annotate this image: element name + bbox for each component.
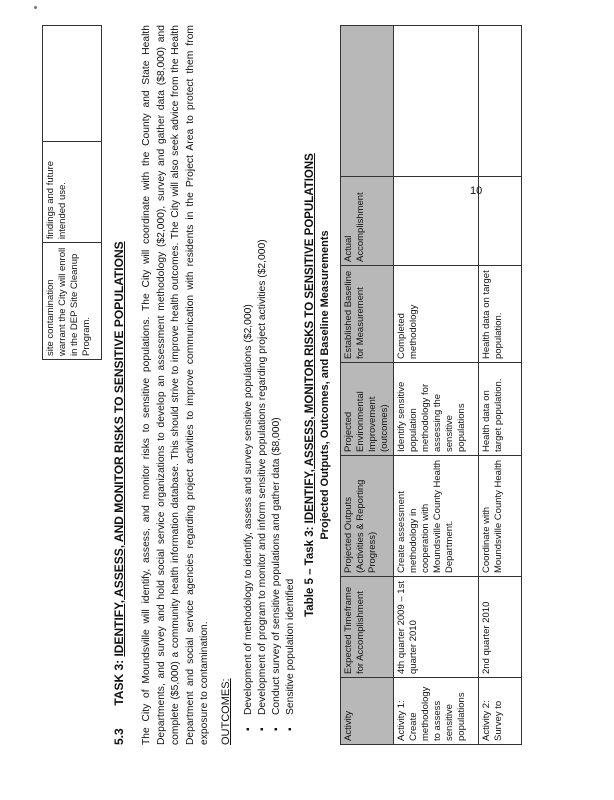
table-cell: 2nd quarter 2010 — [479, 577, 522, 678]
table-row — [394, 26, 479, 745]
table-cell: Activity 2: Survey to — [479, 678, 522, 745]
outcomes-heading: OUTCOMES: — [220, 678, 232, 745]
outcomes-list — [242, 239, 298, 731]
table-cell: Create assessment methodology in cooperation with Moundsville County Health Department. — [394, 456, 479, 577]
table-header: Actual Accomplishment — [341, 177, 394, 266]
table-header: Activity — [341, 678, 394, 745]
section-heading — [112, 25, 126, 745]
continuation-table — [42, 25, 102, 360]
table-cell — [394, 177, 479, 266]
table-cell — [479, 177, 522, 266]
table-caption-title: IDENTIFY, ASSESS, MONITOR RISKS TO SENSITIVE POPULATIONS — [304, 153, 316, 524]
table-cell — [394, 26, 479, 177]
table-row — [479, 26, 522, 745]
table-row — [43, 26, 102, 360]
table-caption-prefix: Table 5 – Task 3: — [304, 526, 316, 617]
table-cell-empty — [43, 26, 102, 142]
table-header: Projected Outputs (Activities & Reporting Progress) — [341, 456, 394, 577]
table-header — [341, 26, 394, 177]
table-cell: Coordinate with Moundsville County Health — [479, 456, 522, 577]
table-header: Established Baseline for Measurement — [341, 266, 394, 363]
list-item: ▪ Development of program to monitor and inform sensitive populations regarding project activities ($2,000) — [256, 239, 270, 731]
section-paragraph: The City of Moundsville will identify, assess, and monitor risks to sensitive populations. The City will coordinate with the County and State Health Departments, and survey and hold social service organizations to develop an assessment methodology ($2,000), survey and gather data ($8,000) and complete ($5,000) a community health information database. This should strive to improve health outcomes. The City will also seek advice from the Health Department and social service agencies regarding project activities to improve communication with residents in the Project Area to protect them from exposure to contamination. — [141, 25, 211, 745]
outputs-table — [340, 25, 522, 745]
table-subtitle: Projected Outputs, Outcomes, and Baseline Measurements — [319, 230, 331, 540]
table-cell: 4th quarter 2009 – 1st quarter 2010 — [394, 577, 479, 678]
scan-artifact — [34, 6, 37, 9]
rotated-content — [42, 25, 512, 745]
section-title: IDENTIFY, ASSESS, AND MONITOR RISKS TO SENSITIVE POPULATIONS — [112, 241, 126, 657]
table-cell: Health data on target population. — [479, 266, 522, 363]
table-cell: Identify sensitive population methodology for assessing the sensitive populations — [394, 363, 479, 456]
table-cell — [479, 26, 522, 177]
table-cell: site contamination warrant the City will enroll in the DEP Site Cleanup Program. — [43, 243, 102, 360]
table-cell: Health data on target population. — [479, 363, 522, 456]
table-caption — [304, 25, 316, 745]
task-label: TASK 3: — [112, 659, 126, 706]
table-cell: findings and future intended use. — [43, 141, 102, 242]
list-item: ▪ Conduct survey of sensitive populations and gather data ($8,000) — [270, 239, 284, 731]
page-number: 10 — [470, 185, 483, 197]
table-header-row — [341, 26, 394, 745]
table-header: Projected Environmental Improvement (outcomes) — [341, 363, 394, 456]
table-cell: Completed methodology — [394, 266, 479, 363]
table-cell: Activity 1: Create methodology to assess sensitive populations — [394, 678, 479, 745]
list-item: ▪ Development of methodology to identify, assess and survey sensitive populations ($2,000) — [242, 239, 256, 731]
section-number: 5.3 — [112, 728, 126, 745]
list-item: ▪ Sensitive population identified — [284, 239, 298, 731]
table-header: Expected Timeframe for Accomplishment — [341, 577, 394, 678]
